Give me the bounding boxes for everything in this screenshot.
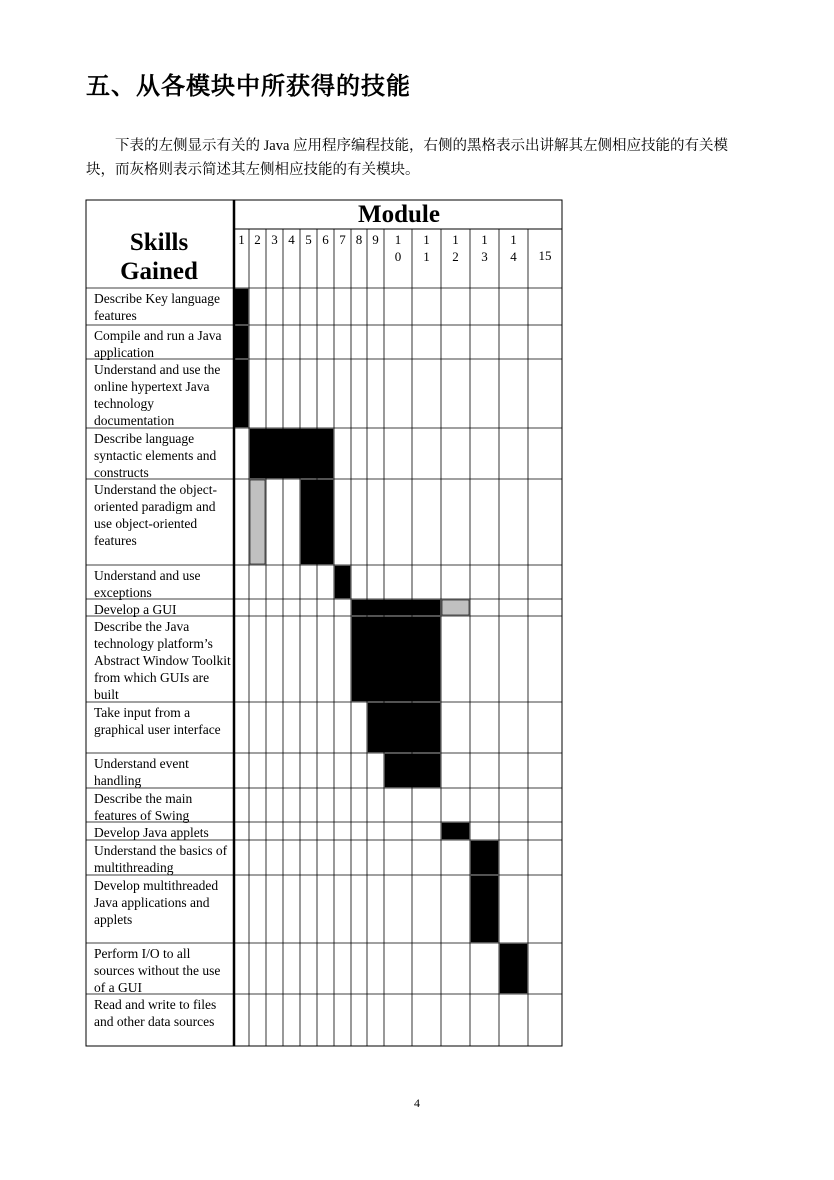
module-number-line: 8 (355, 232, 363, 247)
module-number-line: 1 (423, 232, 430, 247)
coverage-block-brief (442, 600, 469, 615)
module-number-line: 15 (538, 248, 552, 263)
module-number (367, 231, 384, 248)
intro-paragraph: 下表的左侧显示有关的 Java 应用程序编程技能，右侧的黑格表示出讲解其左侧相应技能的有关模块，而灰格则表示简述其左侧相应技能的有关模块。 (86, 138, 729, 178)
module-number-line: 1 (394, 232, 402, 247)
skill-label: Perform I/O to all sources without the use of a GUI (94, 946, 221, 995)
module-number (528, 247, 562, 264)
skill-label: Develop a GUI (94, 602, 177, 617)
skill-label: Read and write to files and other data sources (94, 997, 217, 1029)
coverage-block-full (442, 823, 469, 839)
module-number-line: 0 (394, 249, 402, 264)
skill-label: Develop multithreaded Java applications and applets (94, 878, 219, 927)
module-number (266, 231, 283, 248)
skill-label: Describe the Java technology platform’s Abstract Window Toolkit from which GUIs are built (94, 619, 231, 702)
skill-label: Describe the main features of Swing (94, 791, 193, 823)
coverage-block-full (471, 841, 498, 874)
module-number-line: 4 (288, 232, 295, 247)
module-number-line: 1 (481, 232, 488, 247)
module-number (470, 231, 499, 265)
coverage-block-full (352, 600, 440, 615)
module-number (412, 231, 441, 265)
module-number (300, 231, 317, 248)
module-number-line: 6 (322, 232, 329, 247)
skill-label: Describe language syntactic elements and constructs (94, 431, 217, 480)
coverage-block-full (368, 703, 440, 752)
coverage-block-full (500, 944, 527, 993)
skill-label: Develop Java applets (94, 825, 209, 840)
module-number (234, 231, 249, 248)
coverage-block-full (352, 617, 440, 701)
module-number-line: 4 (510, 249, 517, 264)
module-number-line: 1 (510, 232, 517, 247)
coverage-block-full (235, 360, 248, 427)
coverage-block-full (235, 289, 248, 324)
module-number-line: 2 (254, 232, 261, 247)
module-number-line: 2 (452, 249, 459, 264)
module-number-line: 1 (238, 232, 245, 247)
skill-label: Understand the object-oriented paradigm and use object-oriented features (94, 482, 217, 548)
module-number (351, 231, 367, 248)
module-number-line: 1 (423, 249, 430, 264)
module-number-line: 5 (305, 232, 312, 247)
module-number-line: 3 (481, 249, 488, 264)
module-number (499, 231, 528, 265)
coverage-block-full (385, 754, 440, 787)
coverage-block-full (235, 326, 248, 358)
module-number (249, 231, 266, 248)
page-number: 4 (414, 1096, 420, 1110)
module-number-line: 9 (372, 232, 379, 247)
coverage-block-full (301, 480, 333, 564)
module-number-line: 1 (452, 232, 459, 247)
skill-label: Describe Key language features (94, 291, 220, 323)
module-number (441, 231, 470, 265)
skill-label: Understand event handling (94, 756, 189, 788)
module-number-line: 3 (271, 232, 278, 247)
coverage-block-full (471, 876, 498, 942)
module-number (334, 231, 351, 248)
skill-label: Take input from a graphical user interface (94, 705, 221, 737)
skill-label: Understand the basics of multithreading (94, 843, 228, 875)
section-heading: 五、从各模块中所获得的技能 (86, 72, 411, 100)
module-header: Module (358, 201, 440, 228)
coverage-block-full (250, 429, 333, 478)
module-number (283, 231, 300, 248)
module-number-line: 7 (339, 232, 346, 247)
skills-gained-header: Skills Gained (120, 229, 198, 285)
skill-label: Compile and run a Java application (94, 328, 222, 360)
coverage-block-full (335, 566, 350, 598)
skill-label: Understand and use the online hypertext Java technology documentation (94, 362, 221, 428)
skill-label: Understand and use exceptions (94, 568, 201, 600)
coverage-block-brief (250, 480, 265, 564)
module-number (384, 231, 412, 265)
module-number (317, 231, 334, 248)
